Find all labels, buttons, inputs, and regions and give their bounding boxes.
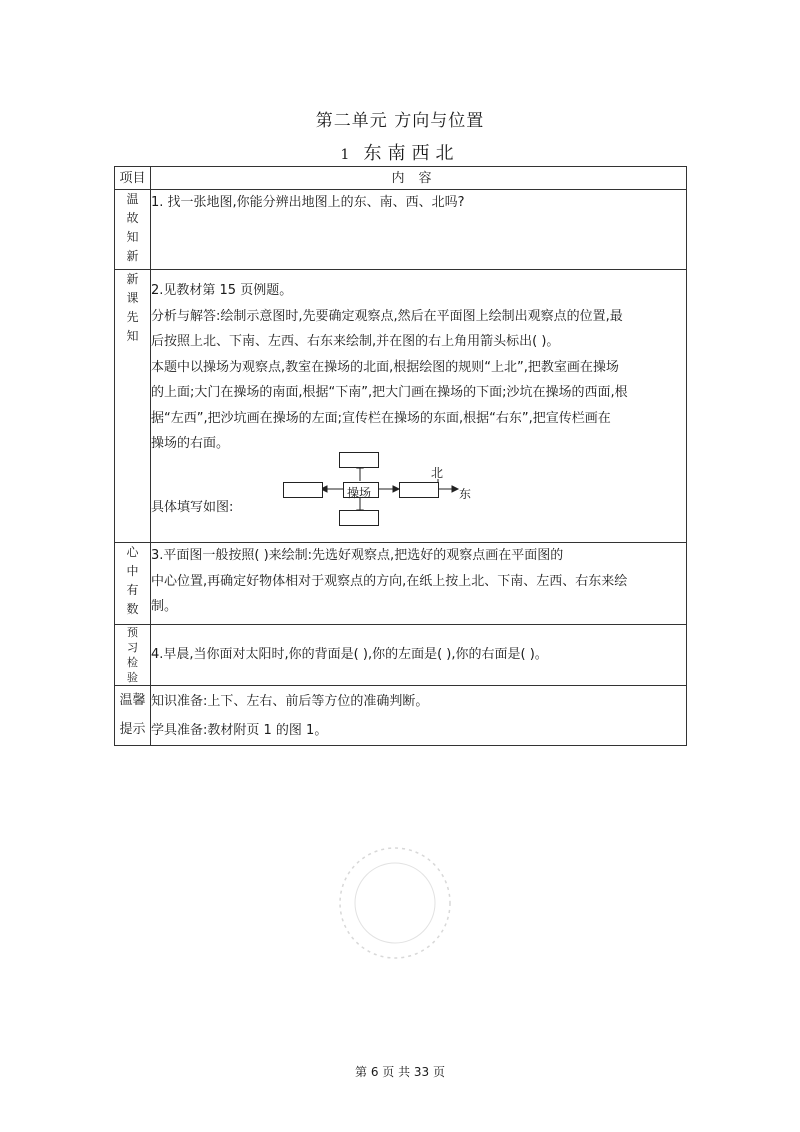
header-item: 项目 xyxy=(115,167,151,190)
row-content xyxy=(151,543,687,625)
row-content xyxy=(151,686,687,746)
lesson-title xyxy=(0,139,800,165)
page-footer: 第 6 页 共 33 页 xyxy=(355,1065,445,1079)
text-line: 本题中以操场为观察点,教室在操场的北面,根据绘图的规则“上北”,把教室画在操场 xyxy=(151,359,619,375)
text-line: 据“左西”,把沙坑画在操场的左面;宣传栏在操场的东面,根据“右东”,把宣传栏画在 xyxy=(151,410,611,426)
text-line: 操场的右面。 xyxy=(151,436,230,451)
map-diagram xyxy=(227,457,527,521)
text-line: 知识准备:上下、左右、前后等方位的准确判断。 xyxy=(151,694,429,709)
north-label: 北 xyxy=(431,465,444,480)
table-row xyxy=(115,190,687,270)
west-box xyxy=(283,482,323,498)
center-label: 操场 xyxy=(347,485,372,500)
table-row xyxy=(115,625,687,686)
north-box xyxy=(339,452,379,468)
unit-title: 第二单元 方向与位置 xyxy=(315,111,485,131)
text-line: 后按照上北、下南、左西、右东来绘制,并在图的右上角用箭头标出( )。 xyxy=(151,334,560,349)
table-header-row xyxy=(115,167,687,190)
east-label: 东 xyxy=(459,486,472,501)
row-label: 新课先知 xyxy=(115,270,151,543)
stamp-graphic xyxy=(320,838,470,968)
text-line: 2.见教材第 15 页例题。 xyxy=(151,283,293,298)
text-line: 4.早晨,当你面对太阳时,你的背面是( ),你的左面是( ),你的右面是( )。 xyxy=(151,647,548,663)
table-row xyxy=(115,686,687,746)
header-content: 内容 xyxy=(151,167,687,190)
text-line: 1. 找一张地图,你能分辨出地图上的东、南、西、北吗? xyxy=(151,195,465,210)
south-box xyxy=(339,510,379,526)
row-label: 温馨提示 xyxy=(115,686,151,746)
lesson-name: 东南西北 xyxy=(363,143,460,164)
row-content xyxy=(151,625,687,686)
row-content xyxy=(151,270,687,543)
text-line: 分析与解答:绘制示意图时,先要确定观察点,然后在平面图上绘制出观察点的位置,最 xyxy=(151,308,623,324)
text-line: 中心位置,再确定好物体相对于观察点的方向,在纸上按上北、下南、左西、右东来绘 xyxy=(151,573,628,589)
text-line: 制。 xyxy=(151,599,178,614)
row-label: 温故知新 xyxy=(115,190,151,270)
table-row xyxy=(115,543,687,625)
lesson-number: 1 xyxy=(340,147,350,163)
watermark-stamp xyxy=(320,838,470,968)
caption: 具体填写如图: xyxy=(151,499,234,515)
row-label: 心中有数 xyxy=(115,543,151,625)
lesson-table xyxy=(114,166,687,746)
text-line: 学具准备:教材附页 1 的图 1。 xyxy=(151,723,328,738)
row-content xyxy=(151,190,687,270)
text-line: 的上面;大门在操场的南面,根据“下南”,把大门画在操场的下面;沙坑在操场的西面,根 xyxy=(151,385,628,400)
table-row xyxy=(115,270,687,543)
text-line: 3.平面图一般按照( )来绘制:先选好观察点,把选好的观察点画在平面图的 xyxy=(151,548,564,563)
row-label: 预习检验 xyxy=(115,625,151,686)
